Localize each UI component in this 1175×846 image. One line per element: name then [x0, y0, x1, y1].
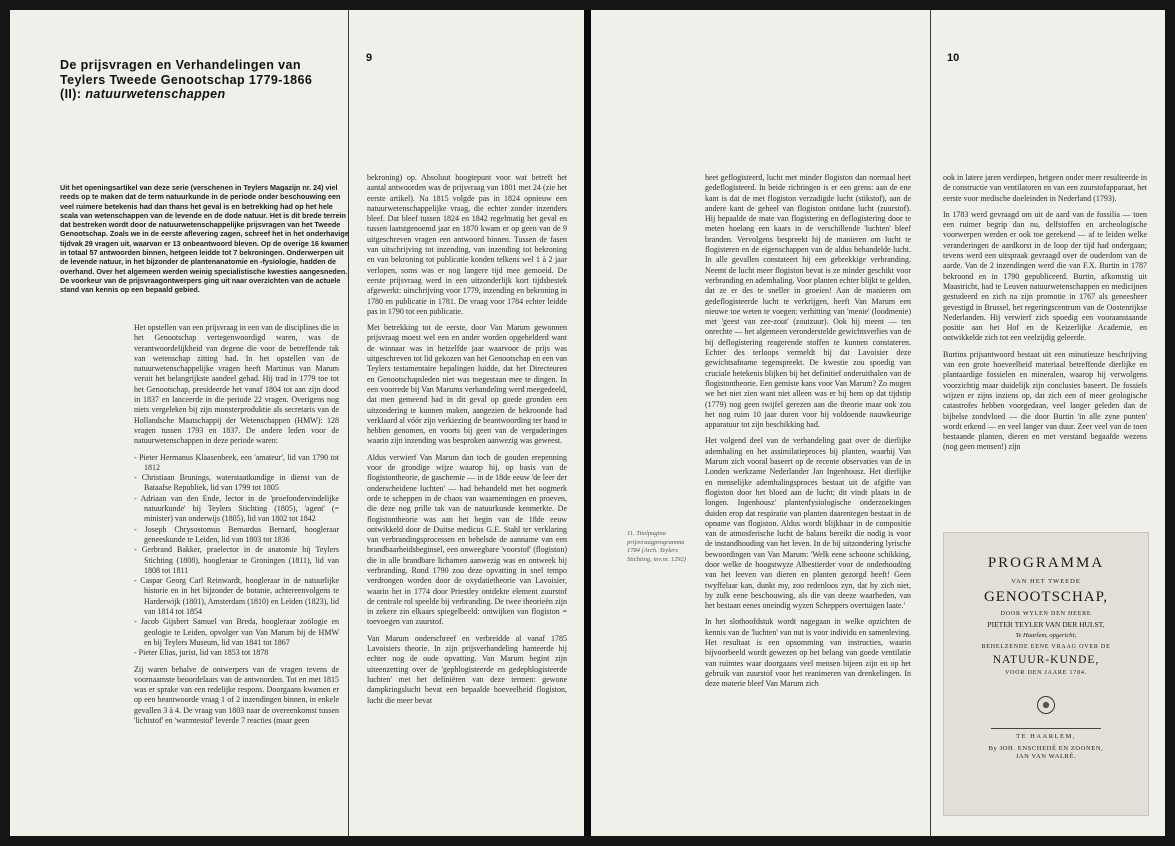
programma-title-page-image — [943, 532, 1149, 816]
member-item: - Jacob Gijsbert Samuel van Breda, hoogleraar zoölogie en geologie te Leiden, opvolger van Van Marum bij de HMW en bij Teylers Museum, lid van 1841 tot 1867 — [134, 617, 339, 647]
column-2 — [367, 173, 567, 712]
col2-paragraph-3: Aldus verwierf Van Marum dan toch de gouden erepenning voor de grondige wijze waarop hij, op basis van de flogistontheorie, de gaschemie — in de 18de eeuw 'de leer der onderscheidene luchten' — had behandeld met het oogmerk orde te scheppen in de chaos van waarnemingen en proeven, die deze nog prille tak van de natuurkunde kenmerkte. De flogistontheorie was aan het begin van de 18de eeuw ontwikkeld door de Duitse medicus G.E. Stahl ter verklaring van verbrandingsprocessen en behelsde de aanname van een brandbaarheidsbeginsel, een onweegbare 'voorstof' (flogiston) die in alle brandbare lichamen aanwezig was en ontweek bij verbranding. Rond 1790 zou deze opvatting in snel tempo verdrongen worden door de oxydatietheorie van Lavoisier, waarin het in 1774 door Priestley ontdekte element zuurstof de centrale rol speelde bij verbranding. De twee theorieën zijn in zekere zin elkaars spiegelbeeld: ontwijken van flogiston = toevoegen van zuurstof. — [367, 452, 567, 627]
col3-paragraph-1: heet geflogisteerd, lucht met minder flogiston dan normaal heet gedeflogisteerd. In beide richtingen is er een grens: aan de ene kant is dat de met flogiston verzadigde lucht (stikstof), aan de andere kant de geheel van flogiston ontdane lucht (zuurstof). Hij bepaalde de mate van flogistering en deflogistering door te meten hoelang een kaars in de verschillende 'luchten' bleef branden. Vervolgens bespreekt hij de manieren om lucht te flogisteren en de eigenschappen van de aldus behandelde lucht. In alle gevallen constateert hij een gebrekkige verbranding. Neemt de lucht meer flogiston bevat is ze minder geschikt voor verbranding en ademhaling. Voor planten echter blijkt te gelden, dat ze er des te sneller in groeien! Aan de manieren om gedeflogisteerde lucht te verkrijgen, heeft Van Marum een nieuwe toe weten te voegen: verhitting van 'menie' (loodmenie) met 'geest van zee-zout' (zoutzuur). Ook hij meent — ten onrechte — het algemeen veronderstelde gewichtsverlies van de bij deflogistering reagerende stoffen te kunnen constateren. Echter des terloops vermeldt hij dat Lavoisier deze gewichtsafname tegenspreekt. De kwestie zou spoedig van cruciale betekenis blijken bij het definitief onderuithalen van de flogistontheorie. Een gemiste kans voor Van Marum? Zo mogen we het niet zien want niet alleen was er bij hem op dat tijdstip (1779) nog geen twijfel gerezen aan die theorie maar ook zou het nog ruim 10 jaar duren voor hij voldoende nauwkeurige apparatuur tot zijn beschikking had. — [705, 173, 911, 430]
printer-emblem-icon — [1037, 696, 1055, 714]
member-item: - Joseph Chrysostomus Bernardus Bernard, hoogleraar geneeskunde te Leiden, lid van 1803 tot 1836 — [134, 524, 339, 544]
member-item: - Caspar Georg Carl Reinwardt, hoogleraar in de natuurlijke historie en in het bijzonder de botanie, achtereenvolgens te Harderwijk (1801), Amsterdam (1810) en Leiden (1823), lid van 1814 tot 1854 — [134, 576, 339, 617]
intro-paragraph: Uit het openingsartikel van deze serie (verschenen in Teylers Magazijn nr. 24) viel reeds op te maken dat de term natuurkunde in de periode onder beschouwing een veel ruimere betekenis had dan thans het geval is en betrekking had op het hele scala van wetenschappen van de levende en de dode natuur. Het is dit brede terrein dat bestreken wordt door de natuurwetenschappelijke prijsvragen van het Tweede Genootschap. Zoals we in de eerste aflevering zagen, schreef het in het onderhavige tijdvak 29 vragen uit, waarvan er 13 onbeantwoord bleven. Op de overige 16 kwamen in totaal 57 antwoorden binnen, hetgeen leidde tot 7 bekroningen. Onderwerpen uit de levende natuur, in het bijzonder de plantenanatomie en -fysiologie, hadden de overhand. Over het algemeen werden weinig specialistische kwesties aangesneden. De voorkeur van de prijsvraagontwerpers ging uit naar overzichten van de actuele stand van kennis op een bepaald gebied. — [60, 183, 350, 295]
member-item: - Gerbrand Bakker, praelector in de anatomie bij Teylers Stichting (1808), hoogleraar te Groningen (1811), lid van 1808 tot 1811 — [134, 545, 339, 575]
column-rule — [930, 10, 931, 836]
programma-line-name: PIETER TEYLER VAN DER HULST, — [987, 620, 1105, 629]
members-list — [134, 453, 339, 659]
book-gutter — [584, 10, 591, 836]
programma-line-city: TE HAARLEM, — [1016, 733, 1076, 740]
programma-line-by: By — [988, 745, 998, 752]
programma-printer — [944, 745, 1148, 761]
programma-title: PROGRAMMA — [987, 555, 1105, 571]
programma-line-genootschap: GENOOTSCHAP, — [983, 589, 1109, 605]
column-rule — [348, 10, 349, 836]
member-item: - Pieter Elias, jurist, lid van 1853 tot 1878 — [134, 648, 269, 658]
column-4 — [943, 173, 1147, 459]
col1-paragraph-2: Zij waren behalve de ontwerpers van de vragen tevens de voornaamste beoordelaars van de antwoorden. Tot en met 1815 was er sprake van een redelijke respons. Doorgaans kwamen er op een beantwoorde vraag 1 of 2 inzendingen binnen, in enkele gevallen 3 à 4. De vraag van 1803 naar de overeenkomst tussen 'lichtstof' en 'warmtestof' leverde 7 reacties (maar geen — [134, 664, 339, 725]
title-line-2: Teylers Tweede Genootschap 1779-1866 — [60, 72, 313, 87]
column-1 — [134, 323, 339, 732]
column-3 — [705, 173, 911, 696]
col1-paragraph-1: Het opstellen van een prijsvraag in een van de disciplines die in het Genootschap vertegenwoordigd waren, was de verantwoordelijkheid van degene die voor de betreffende tak van wetenschap zitting had. In het opstellen van de natuurwetenschappelijke vragen heeft Martinus van Marum veruit het belangrijkste aandeel gehad. Hij trad in 1779 toe tot het Genootschap, presideerde het vanaf 1804 tot aan zijn dood in 1837 en lanceerde in die periode 22 vragen. Overigens nog niets vergeleken bij zijn monsterproduktie als secretaris van de Hollandsche Maatschappij der Wetenschappen (HMW): 128 vragen tussen 1793 en 1837. De andere leden voor de natuurwetenschappen in deze periode waren: — [134, 323, 339, 446]
title-line-1: De prijsvragen en Verhandelingen van — [60, 58, 301, 72]
programma-line-door: DOOR WYLEN DEN HEERE — [1000, 611, 1092, 617]
programma-line-year: VOOR DEN JAARE 1784. — [1005, 670, 1087, 676]
member-item: - Adriaan van den Ende, lector in de 'proefondervindelijke natuurkunde' bij Teylers Stichting (1805), 'agent' (= minister) van onderwijs (1805), lid van 1802 tot 1842 — [134, 493, 339, 524]
title-line-3 — [60, 87, 350, 102]
col2-paragraph-1: bekroning) op. Absoluut hoogtepunt voor wat betreft het aantal antwoorden was de prijsvraag van 1801 met 24 (zie het eerste artikel). Na 1815 volgde pas in 1824 opnieuw een natuurwetenschappelijke vraag, die echter zonder inzenders bleef. Dat bleef tussen 1824 en 1842 regelmatig het geval en tussen laatstgenoemd jaar en 1870 kwam er op geen van de 9 uitgeschreven vragen een antwoord binnen. Tussen de fasen van uitschrijving tot inzending, van inzending tot bekroning en van bekroning tot publicatie konden telkens wel 1 à 2 jaar verlopen, soms was er nog langere tijd mee gemoeid. De eerste prijsvraag werd in een uitzonderlijk kort tijdsbestek afgewerkt: uitschrijving voor 1779, inzending en bekroning in 1780 en publicatie in 1781. De vraag voor 1784 echter leidde pas in 1790 tot een publicatie. — [367, 173, 567, 316]
left-page — [10, 10, 584, 836]
page-number-right: 10 — [947, 52, 960, 64]
programma-line-van: VAN HET TWEEDE — [1011, 578, 1081, 585]
article-title — [60, 58, 350, 102]
col4-paragraph-1: ook in latere jaren verdiepen, hetgeen onder meer resulteerde in de constructie van ventilatoren en van een zuurstofapparaat, het eerste voor medische doeleinden in Nederland (1793). — [943, 173, 1147, 203]
programma-line-printer2: JAN VAN WALRÉ. — [1015, 753, 1077, 760]
programma-line-subject: NATUUR-KUNDE, — [992, 654, 1100, 666]
col3-paragraph-2: Het volgend deel van de verhandeling gaat over de dierlijke ademhaling en het assimilatieproces bij planten, waarbij Van Marum zich vooral baseert op de recente observaties van de in Londen werkzame Nederlander Jan Ingenhousz. Het dierlijke en menselijke ademhalingsproces bestaat uit de afgifte van flogiston door het bloed aan de lucht; dit vindt plaats in de longen. Ingenhousz' plantenfysiologische onderzoekingen duiden erop dat respiratie van planten daarentegen bestaat in de opname van flogiston. Aldus wordt blijkbaar in de compositie van de atmosferische lucht de balans bereikt die nodig is voor de instandhouding van het leven. In de bij uitzondering lyrische bewoordingen van Van Marum: 'Welk eene schoone schikking, door welke de hoogstwyze Albestierder voor de onderhouding van het leeven van dieren en planten gezorgd heeft! Geen twyffelaar kan, dunkt my, zoo redenloos zyn, dat hy zich niet, by zulk eene beschouwing, als die van deeze waarheden, van het bestaan eenes oneindig wyzen Scheppers overtuigen laate.' — [705, 436, 911, 611]
figure-caption: 11. Titelpagina prijsvraagprogramma 1784 (Arch. Teylers Stichting, inv.nr. 1292) — [627, 530, 686, 563]
member-item: - Christiaan Brunings, waterstaatkundige in dienst van de Bataafse Republiek, lid van 1799 tot 1805 — [134, 473, 339, 493]
programma-line-place: Te Haarlem, opgericht; — [1015, 632, 1077, 639]
programma-line-behelzende: BEHELZENDE EENE VRAAG OVER DE — [981, 644, 1111, 650]
page-number-left: 9 — [366, 52, 373, 64]
programma-rule — [991, 728, 1101, 729]
member-item: - Pieter Hermanus Klaasenbeek, een 'amateur', lid van 1790 tot 1812 — [134, 452, 340, 472]
col3-paragraph-3: In het slothoofdstuk wordt nagegaan in welke opzichten de kennis van de 'luchten' van nut is voor individu en samenleving. Het resultaat is een opsomming van instructies, waarin bijvoorbeeld wordt gewezen op het belang van goede ventilatie van ruimtes waar doorgaans veel mensen bijeen zijn en op het gebruik van zuurstof voor het reanimeren van drenkelingen. In deze materie bleef Van Marum zich — [705, 617, 911, 689]
col2-paragraph-4: Van Marum onderschreef en verbreidde al vanaf 1785 Lavoisiers theorie. In zijn prijsverhandeling hanteerde hij echter nog de oude opvatting. Van Marum begint zijn uiteenzetting over de 'gephlogisteerde en gedephlogisteerde luchten' met het definiëren van deze termen: gewone dampkringslucht bevat een bepaalde hoeveelheid flogiston, lucht die meer bevat — [367, 633, 567, 705]
programma-line-printer1: JOH. ENSCHEDÉ EN ZOONEN, — [999, 745, 1104, 752]
col4-paragraph-3: Burtins prijsantwoord bestaat uit een minutieuze beschrijving van een grote hoeveelheid materiaal betreffende dierlijke en plantaardige fossielen en mineralen, waarop hij verwolgens voorzichtig maar duidelijk zijn conclusies baseert. De fossiels wijzen er zijns inziens op, dat zich een of meer geologische catastrofes hebben voorgedaan, veel langer geleden dan de bijbelse zondvloed — die door Burtin 'in alle zyne punten' wordt erkend — en veel langer van duur. Zeer veel van de toen bestaande planten, dieren en met verstand begaafde wezens (nog geen mensen!) zijn — [943, 349, 1147, 452]
col2-paragraph-2: Met betrekking tot de eerste, door Van Marum gewonnen prijsvraag moest wel een en ander worden opgehelderd want de winnaar was in hetzelfde jaar waarvoor de prijs was uitgeschreven tot lid gekozen van het Genootschap en een van Teylers testamentaire bepalingen luidde, dat het Directeuren en Genootschapsleden niet was toegestaan mee te dingen. In een voorrede bij Van Marums verhandeling werd meegedeeld, dat men gemeend had in dit geval op goede gronden een uitzondering te kunnen maken, aangezien de bekroonde had verklaard al vóór zijn verkiezing de beantwoording ter hand te hebben genomen, en voorts bij geen van de vergaderingen waarin zijn inzending was besproken aanwezig was geweest. — [367, 323, 567, 446]
right-page — [591, 10, 1165, 836]
title-italic: natuurwetenschappen — [85, 87, 226, 101]
title-prefix: (II): — [60, 87, 86, 101]
col4-paragraph-2: In 1783 werd gevraagd om uit de aard van de fossilia — toen een ruimer begrip dan nu, delfstoffen en archeologische voorwerpen werden er ook toe gerekend — af te leiden welke veranderingen de aardkorst in de loop der tijd had ondergaan; tevens werd een uitspraak gevraagd over de ouderdom van de aarde. Van de 2 inzendingen werd die van F.X. Burtin in 1787 bekroond en in 1790 gepubliceerd. Burtin, afkomstig uit Maastricht, had te Leuven natuurwetenschappen en medicijnen gestudeerd en zich na zijn promotie in 1767 als geneesheer gevestigd in Brussel, het regeringscentrum van de Oostenrijkse Nederlanden. Hij verwierf zich spoedig een vooraanstaande positie aan het Hof en de Keizerlijke Academie, en ontwikkelde zich tot een veelzijdig geleerde. — [943, 209, 1147, 343]
